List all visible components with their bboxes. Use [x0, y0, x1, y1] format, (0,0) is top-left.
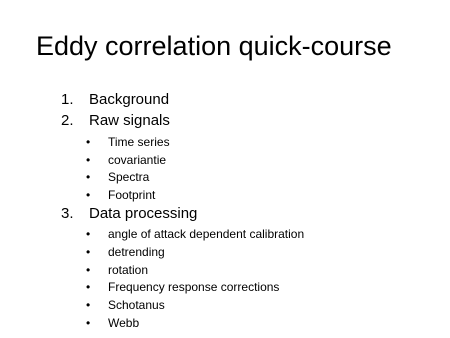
section-number: 1.: [61, 91, 74, 108]
bullet-icon: •: [86, 188, 91, 202]
list-item-label: Footprint: [108, 188, 156, 202]
list-item-label: covariantie: [108, 153, 167, 167]
bullet-icon: •: [86, 227, 91, 241]
section-label: Background: [89, 91, 170, 108]
bullet-icon: •: [86, 263, 91, 277]
bullet-icon: •: [86, 298, 91, 312]
bullet-icon: •: [86, 153, 91, 167]
section-label: Data processing: [89, 205, 198, 222]
bullet-icon: •: [86, 135, 91, 149]
section-label: Raw signals: [89, 112, 170, 129]
bullet-icon: •: [86, 170, 91, 184]
list-item-label: Webb: [108, 316, 140, 330]
bullet-icon: •: [86, 280, 91, 294]
list-item-label: rotation: [108, 263, 149, 277]
section-number: 3.: [61, 205, 74, 222]
slide-title: Eddy correlation quick-course: [36, 31, 392, 61]
bullet-icon: •: [86, 245, 91, 259]
list-item-label: angle of attack dependent calibration: [108, 227, 305, 241]
list-item-label: detrending: [108, 245, 165, 259]
bullet-icon: •: [86, 316, 91, 330]
list-item-label: Spectra: [108, 170, 150, 184]
list-item-label: Frequency response corrections: [108, 280, 280, 294]
list-item-label: Schotanus: [108, 298, 165, 312]
list-item-label: Time series: [108, 135, 170, 149]
section-number: 2.: [61, 112, 74, 129]
